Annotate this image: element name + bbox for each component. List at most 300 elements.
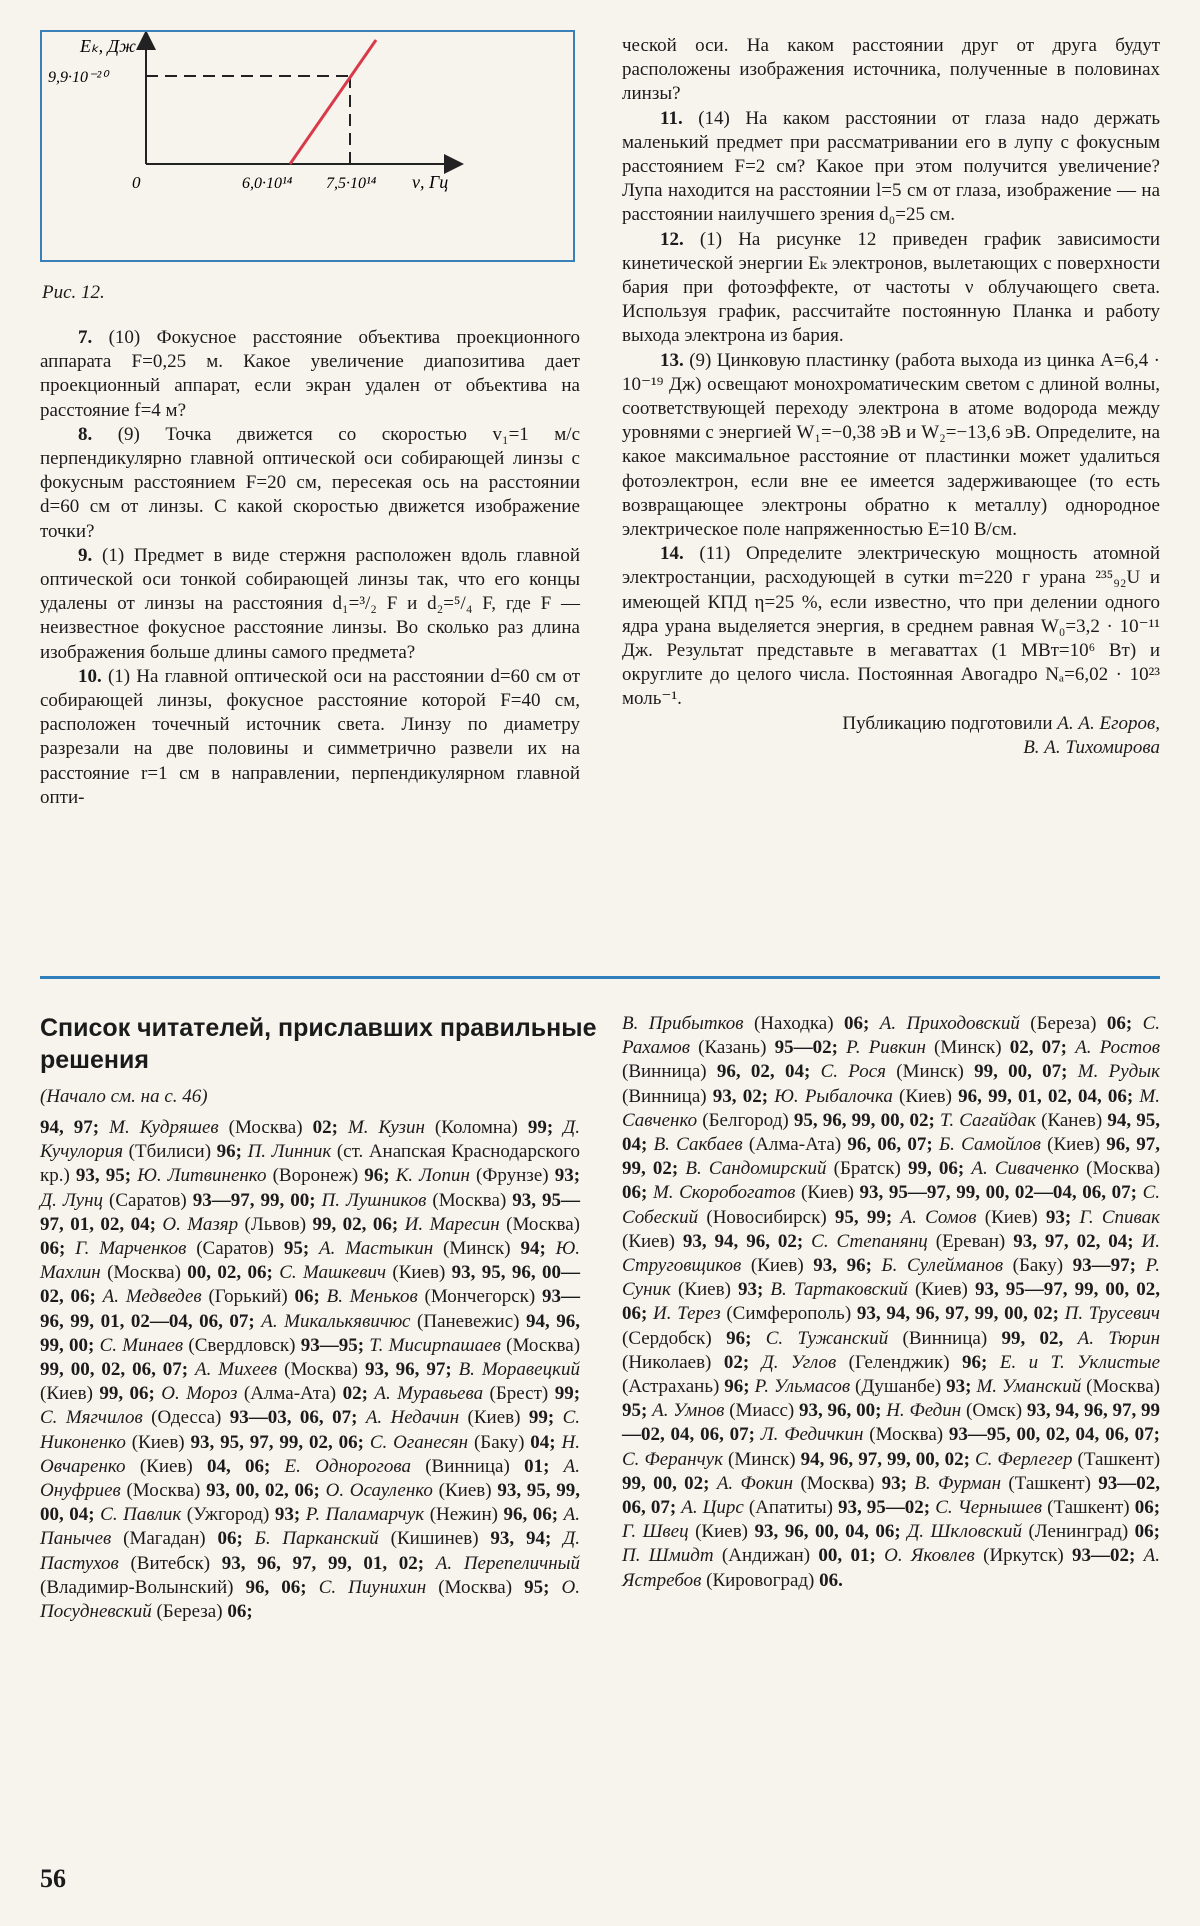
reader-city: (Нежин)	[424, 1504, 504, 1526]
reader-city: (Воронеж)	[266, 1165, 365, 1187]
reader-years: 93, 02;	[712, 1085, 775, 1107]
reader-years: 95;	[283, 1238, 320, 1260]
reader-years: 02, 07;	[1009, 1037, 1076, 1059]
reader-years: 02;	[342, 1383, 375, 1405]
reader-city: (Омск)	[961, 1400, 1027, 1422]
reader-name: С. Мягчилов	[40, 1407, 143, 1429]
reader-years: 96;	[962, 1351, 1000, 1373]
problems-right-column	[622, 34, 1160, 760]
reader-name: С. Оганесян	[369, 1431, 469, 1453]
reader-city: (Москва)	[863, 1424, 949, 1446]
reader-city: (Ташкент)	[1001, 1472, 1099, 1494]
reader-years: 06;	[294, 1286, 327, 1308]
reader-city: (Канев)	[1035, 1109, 1108, 1131]
reader-city: (Винница)	[622, 1061, 717, 1083]
reader-name: С. Павлик	[100, 1504, 182, 1526]
reader-name: Ю. Рыбалочка	[774, 1085, 893, 1107]
reader-city: (Алма-Ата)	[742, 1134, 848, 1156]
reader-city: (Киев)	[907, 1279, 975, 1301]
reader-city: (Баку)	[1003, 1255, 1073, 1277]
reader-city: (Ташкент)	[1042, 1497, 1135, 1519]
reader-years: 06;	[1134, 1497, 1161, 1519]
reader-city: (Николаев)	[622, 1351, 724, 1373]
reader-name: А. Приходовский	[879, 1013, 1020, 1034]
reader-name: А. Михеев	[195, 1359, 278, 1381]
reader-name: Р. Ульмасов	[754, 1376, 851, 1398]
reader-city: (Минск)	[925, 1037, 1010, 1059]
reader-years: 93—02;	[1072, 1545, 1144, 1567]
reader-years: 93, 97, 02, 04;	[1013, 1230, 1142, 1252]
reader-years: 99;	[554, 1383, 581, 1405]
reader-years: 93—02, 06, 07;	[622, 1472, 1161, 1519]
reader-city: (Белгород)	[697, 1109, 794, 1131]
reader-years: 93, 95—97, 99, 00, 02—04, 06, 07;	[859, 1182, 1143, 1204]
reader-city: (Геленджик)	[836, 1351, 963, 1373]
reader-name: Е. Однорогова	[284, 1455, 411, 1477]
reader-name: Ю. Литвиненко	[137, 1165, 267, 1187]
reader-city: (Витебск)	[118, 1552, 222, 1574]
problem-number: 12.	[660, 228, 684, 250]
reader-name: А. Мастыкин	[319, 1238, 434, 1260]
reader-city: (Магадан)	[111, 1528, 218, 1550]
reader-years: 95;	[622, 1400, 653, 1422]
reader-name: О. Яковлев	[884, 1545, 975, 1567]
reader-years: 00, 02, 06;	[187, 1262, 280, 1284]
reader-name: С. Минаев	[99, 1334, 184, 1356]
reader-years: 93, 96, 97, 99, 01, 02;	[221, 1552, 436, 1574]
problem-text: (9) Цинковую пластинку (работа выхода из цинка A=6,4 · 10⁻¹⁹ Дж) освещают монохроматическим светом с длиной волны, соответствующей переходу электрона в атоме водорода между уровнями с энергией W₁=−0,38 эВ и W₂=−13,6 эВ. Определите, на какое максимальное расстояние от пластинки может удалиться фотоэлектрон, если вне ее имеется задерживающее (то есть возвращающее электроны обратно к металлу) однородное электрическое поле напряженностью E=10 В/см.	[622, 349, 1161, 541]
problem-9	[40, 544, 580, 665]
reader-name: А. Недачин	[365, 1407, 460, 1429]
reader-name: А. Микалькявичюс	[261, 1310, 411, 1332]
reader-city: (Киев)	[622, 1230, 683, 1252]
reader-years: 95, 96, 99, 00, 02;	[793, 1109, 940, 1131]
reader-name: Е. и Т. Уклистые	[999, 1351, 1161, 1373]
reader-years: 04;	[530, 1431, 562, 1453]
reader-years: 06.	[819, 1569, 843, 1591]
reader-years: 99, 06;	[99, 1383, 162, 1405]
reader-name: Р. Ривкин	[846, 1037, 926, 1059]
reader-years: 96, 06;	[245, 1576, 319, 1598]
reader-city: (Львов)	[238, 1213, 313, 1235]
reader-years: 93, 95—02;	[837, 1497, 936, 1519]
readers-list-left	[40, 1116, 580, 1624]
readers-list-left-text	[40, 1116, 580, 1624]
reader-city: (Новосибирск)	[698, 1206, 835, 1228]
problems-right-list	[622, 34, 1160, 712]
reader-years: 93—95;	[300, 1334, 370, 1356]
reader-city: (Винница)	[888, 1327, 1002, 1349]
reader-years: 93, 95—97, 99, 00, 02, 06;	[622, 1279, 1161, 1325]
reader-city: (Москва)	[793, 1472, 882, 1494]
x-tick-1-label: 6,0·10¹⁴	[242, 175, 293, 192]
reader-name: П. Линник	[247, 1141, 332, 1163]
reader-city: (Москва)	[500, 1334, 581, 1356]
reader-name: А. Онуфриев	[40, 1455, 580, 1502]
reader-years: 93, 95—97, 01, 02, 04;	[40, 1189, 580, 1235]
reader-years: 06;	[227, 1601, 253, 1623]
reader-city: (Береза)	[1019, 1013, 1107, 1034]
reader-name: И. Маресин	[404, 1213, 500, 1235]
problem-number: 7.	[78, 327, 93, 348]
x-axis-label: ν, Гц	[412, 172, 449, 192]
reader-years: 93—03, 06, 07;	[229, 1407, 366, 1429]
reader-city: (Киев)	[459, 1407, 529, 1429]
reader-years: 93, 95;	[75, 1165, 138, 1187]
reader-years: 93;	[737, 1279, 771, 1301]
reader-name: А. Ростов	[1075, 1037, 1161, 1059]
reader-city: (Владимир-Волынский)	[40, 1576, 246, 1598]
reader-name: С. Рося	[820, 1061, 886, 1083]
reader-years: 93, 95, 96, 00—02, 06;	[40, 1262, 580, 1308]
reader-years: 93, 94;	[490, 1528, 564, 1550]
reader-name: А. Медведев	[102, 1286, 202, 1308]
reader-name: П. Шмидт	[622, 1545, 714, 1567]
reader-city: (Братск)	[826, 1158, 908, 1180]
reader-name: В. Фурман	[914, 1472, 1002, 1494]
reader-years: 93, 95, 97, 99, 02, 06;	[190, 1431, 370, 1453]
readers-list-right	[622, 1012, 1160, 1593]
list-title: Список читателей, приславших правильные решения	[40, 1014, 597, 1074]
reader-city: (Казань)	[689, 1037, 775, 1059]
problems-left-column	[40, 326, 580, 810]
problem-8	[40, 423, 580, 544]
reader-years: 93, 96, 97;	[364, 1359, 459, 1381]
reader-name: С. Пиунихин	[318, 1576, 427, 1598]
reader-years: 01;	[524, 1455, 564, 1477]
reader-city: (Киев)	[40, 1383, 100, 1405]
reader-years: 96, 97, 99, 02;	[622, 1134, 1161, 1180]
reader-name: П. Трусевич	[1064, 1303, 1160, 1325]
problem-text: (1) На главной оптической оси на расстоянии d=60 см от собирающей линзы, фокусное расстояние которой F=40 см, расположен точечный источник света. Линзу по диаметру разрезали на две половины и симметрично развели их на расстояние r=1 см в направлении, перпендикулярном главной опти-	[40, 665, 581, 808]
signature-name-1: А. А. Егоров,	[1057, 712, 1160, 734]
reader-years: 99, 00, 07;	[974, 1061, 1078, 1083]
reader-years: 93;	[1045, 1206, 1080, 1228]
reader-name: Б. Сулейманов	[881, 1255, 1004, 1277]
reader-city: (Москва)	[218, 1117, 313, 1138]
section-divider	[40, 976, 1160, 979]
reader-city: (Саратов)	[186, 1238, 284, 1260]
reader-city: (Коломна)	[424, 1117, 528, 1138]
reader-name: Ю. Махлин	[40, 1238, 581, 1284]
reader-name: С. Машкевич	[279, 1262, 387, 1284]
reader-years: 99, 00, 02, 06, 07;	[40, 1359, 196, 1381]
reader-name: М. Уманский	[976, 1376, 1082, 1398]
problem-10	[40, 665, 580, 810]
reader-years: 06;	[217, 1528, 255, 1550]
reader-years: 94, 96, 97, 99, 00, 02;	[800, 1448, 975, 1470]
reader-years: 06;	[40, 1238, 76, 1260]
reader-city: (Душанбе)	[850, 1376, 947, 1398]
reader-city: (Москва)	[426, 1576, 525, 1598]
reader-city: (Киев)	[125, 1431, 191, 1453]
reader-years: 93;	[274, 1504, 306, 1526]
reader-city: (Андижан)	[713, 1545, 819, 1567]
reader-city: (Баку)	[468, 1431, 531, 1453]
reader-name: И. Струговщиков	[622, 1230, 1161, 1277]
reader-city: (Кировоград)	[701, 1569, 820, 1591]
reader-years: 96;	[364, 1165, 396, 1187]
reader-years: 00, 01;	[818, 1545, 885, 1567]
reader-years: 96;	[216, 1141, 248, 1163]
reader-city: (Ленинград)	[1021, 1521, 1135, 1543]
reader-years: 96;	[724, 1376, 755, 1398]
reader-name: Г. Марченков	[75, 1238, 187, 1260]
figure-caption: Рис. 12.	[42, 282, 105, 303]
problem-number: 10.	[78, 665, 102, 687]
reader-city: (Москва)	[426, 1189, 513, 1211]
reader-city: (Одесса)	[142, 1407, 230, 1429]
reader-name: М. Скоробогатов	[652, 1182, 796, 1204]
x-tick-2-label: 7,5·10¹⁴	[326, 175, 377, 192]
reader-city: (Мончегорск)	[417, 1286, 543, 1308]
reader-years: 93, 94, 96, 97, 99—02, 04, 06, 07;	[622, 1400, 1161, 1446]
reader-name: Р. Суник	[622, 1255, 1161, 1301]
reader-city: (Свердловск)	[183, 1334, 301, 1356]
reader-city: (Киев)	[976, 1206, 1046, 1228]
problem-number: 14.	[660, 543, 684, 565]
problem-number: 9.	[78, 544, 93, 566]
y-tick-label: 9,9·10⁻²⁰	[48, 69, 108, 86]
reader-name: В. Моравецкий	[458, 1359, 580, 1381]
y-axis-label: Eₖ, Дж	[80, 36, 136, 56]
reader-name: А. Тюрин	[1077, 1327, 1161, 1349]
problem-text: (14) На каком расстоянии от глаза надо держать маленький предмет при рассматривании его в лупу с фокусным расстоянием F=2 см? Какое при этом получится увеличение? Лупа находится на расстоянии l=5 см от глаза, изображение — на расстоянии наилучшего зрения d₀=25 см.	[622, 107, 1160, 226]
reader-city: (Москва)	[277, 1359, 365, 1381]
reader-name: М. Кудряшев	[109, 1117, 219, 1138]
reader-city: (Кишинев)	[378, 1528, 491, 1550]
reader-years: 94, 97;	[40, 1117, 110, 1138]
reader-city: (Ужгород)	[181, 1504, 275, 1526]
reader-city: (Москва)	[1081, 1376, 1161, 1398]
reader-years: 06;	[622, 1182, 653, 1204]
reader-name: С. Никоненко	[40, 1407, 581, 1453]
reader-city: (ст. Анапская Краснодарского кр.)	[40, 1141, 581, 1187]
problem-14	[622, 542, 1160, 711]
reader-years: 94;	[520, 1238, 556, 1260]
reader-name: К. Лопин	[395, 1165, 470, 1187]
problem-text: (9) Точка движется со скоростью v₁=1 м/с перпендикулярно главной оптической оси собирающей линзы с фокусным расстоянием F=20 см, пересекая ось на расстоянии d=60 см от линзы. С какой скоростью движется изображение точки?	[40, 423, 580, 542]
reader-years: 99, 02,	[1001, 1327, 1078, 1349]
reader-city: (Брест)	[483, 1383, 555, 1405]
reader-name: Н. Овчаренко	[40, 1431, 580, 1477]
reader-city: (Симферополь)	[720, 1303, 857, 1325]
reader-city: (Москва)	[100, 1262, 188, 1284]
reader-name: Н. Федин	[886, 1400, 962, 1422]
figure-12	[40, 30, 575, 262]
reader-years: 95;	[524, 1576, 562, 1598]
reader-years: 93, 95, 99, 00, 04;	[40, 1480, 581, 1526]
reader-years: 93, 94, 96, 02;	[682, 1230, 812, 1252]
reader-name: А. Сомов	[900, 1206, 977, 1228]
reader-name: О. Мазяр	[162, 1213, 239, 1235]
reader-name: В. Тартаковский	[770, 1279, 908, 1301]
energy-frequency-graph	[42, 32, 573, 260]
reader-city: (Винница)	[622, 1085, 713, 1107]
problem-number: 11.	[660, 107, 683, 129]
reader-years: 93—95, 00, 02, 04, 06, 07;	[948, 1424, 1160, 1446]
reader-name: П. Лушников	[321, 1189, 427, 1211]
problem-11	[622, 107, 1160, 228]
reader-years: 02;	[312, 1117, 348, 1138]
reader-years: 06;	[843, 1013, 880, 1034]
reader-city: (Киев)	[1040, 1134, 1107, 1156]
reader-name: Л. Федичкин	[760, 1424, 864, 1446]
reader-years: 02;	[723, 1351, 762, 1373]
reader-name: С. Чернышев	[935, 1497, 1043, 1519]
reader-years: 93, 96, 00, 04, 06;	[754, 1521, 908, 1543]
reader-years: 99, 02, 06;	[312, 1213, 405, 1235]
reader-years: 06;	[1106, 1013, 1143, 1034]
reader-years: 99, 06;	[907, 1158, 972, 1180]
reader-name: В. Сакбаев	[653, 1134, 743, 1156]
reader-city: (Киев)	[125, 1455, 207, 1477]
problem-text: ческой оси. На каком расстоянии друг от друга будут расположены изображения источника, полученные в половинах линзы?	[622, 35, 1160, 105]
reader-name: О. Мороз	[161, 1383, 238, 1405]
reader-years: 99;	[528, 1407, 563, 1429]
reader-name: М. Рудык	[1077, 1061, 1161, 1083]
reader-years: 95, 99;	[834, 1206, 901, 1228]
reader-city: (Паневежис)	[410, 1310, 526, 1332]
reader-city: (Киев)	[432, 1480, 498, 1502]
reader-years: 93;	[946, 1376, 977, 1398]
reader-years: 93, 96;	[813, 1255, 882, 1277]
reader-name: А. Фокин	[716, 1472, 794, 1494]
reader-name: Т. Мисирпашаев	[369, 1334, 501, 1356]
reader-years: 99, 00, 02;	[622, 1472, 717, 1494]
reader-name: Т. Сагайдак	[939, 1109, 1036, 1131]
reader-city: (Ташкент)	[1072, 1448, 1161, 1470]
reader-years: 96, 06, 07;	[847, 1134, 939, 1156]
reader-years: 94, 95, 04;	[622, 1109, 1161, 1156]
reader-name: Р. Паламарчук	[305, 1504, 425, 1526]
reader-city: (Апатиты)	[743, 1497, 838, 1519]
signature	[622, 712, 1160, 736]
reader-years: 96;	[726, 1327, 766, 1349]
problem-12	[622, 228, 1160, 349]
problem-number: 13.	[660, 349, 684, 371]
page-number: 56	[40, 1864, 66, 1893]
reader-name: С. Рахамов	[622, 1013, 1160, 1059]
reader-city: (Фрунзе)	[469, 1165, 555, 1187]
reader-years: 93—97, 99, 00;	[192, 1189, 322, 1211]
reader-city: (Киев)	[892, 1085, 959, 1107]
reader-city: (Минск)	[723, 1448, 801, 1470]
reader-name: В. Меньков	[326, 1286, 418, 1308]
reader-city: (Сердобск)	[622, 1327, 727, 1349]
reader-city: (Саратов)	[103, 1189, 193, 1211]
reader-name: Д. Шкловский	[907, 1521, 1022, 1543]
reader-years: 96, 02, 04;	[716, 1061, 821, 1083]
reader-name: С. Тужанский	[765, 1327, 889, 1349]
problem-7	[40, 326, 580, 423]
reader-city: (Иркутск)	[974, 1545, 1072, 1567]
reader-city: (Астрахань)	[622, 1376, 725, 1398]
reader-city: (Ереван)	[927, 1230, 1014, 1252]
reader-years: 93, 00, 02, 06;	[206, 1480, 326, 1502]
reader-city: (Находка)	[743, 1013, 844, 1034]
reader-years: 93;	[881, 1472, 915, 1494]
reader-years: 93, 94, 96, 97, 99, 00, 02;	[856, 1303, 1065, 1325]
reader-name: Г. Швец	[622, 1521, 689, 1543]
reader-name: А. Перепеличный	[435, 1552, 581, 1574]
reader-name: О. Посудневский	[40, 1576, 581, 1623]
reader-name: Д. Углов	[761, 1351, 837, 1373]
problem-text: (1) Предмет в виде стержня расположен вдоль главной оптической оси тонкой собирающей линзы так, что его концы удалены от линзы на расстояния d₁=³/₂ F и d₂=⁵/₄ F, где F — неизвестное фокусное расстояние линзы. Во сколько раз длина изображения больше длины самого предмета?	[40, 544, 581, 663]
reader-years: 93, 96, 00;	[799, 1400, 887, 1422]
reader-city: (Горький)	[201, 1286, 295, 1308]
reader-name: В. Прибытков	[622, 1013, 744, 1034]
signature-name-2: В. А. Тихомирова	[1023, 736, 1160, 758]
reader-name: Д. Лунц	[40, 1189, 104, 1211]
reader-name: С. Ферлегер	[974, 1448, 1073, 1470]
reader-name: В. Сандомирский	[685, 1158, 827, 1180]
reader-years: 96, 06;	[503, 1504, 564, 1526]
problem-text: (1) На рисунке 12 приведен график зависимости кинетической энергии Eₖ электронов, вылетающих с поверхности бария при фотоэффекте, от частоты ν облучающего света. Используя график, рассчитайте постоянную Планка и работу выхода электрона из бария.	[622, 228, 1160, 347]
energy-line	[290, 40, 376, 164]
problem-text: (10) Фокусное расстояние объектива проекционного аппарата F=0,25 м. Какое увеличение диапозитива дает проекционный аппарат, если экран удален от объектива на расстояние f=4 м?	[40, 327, 581, 421]
reader-years: 99;	[527, 1117, 564, 1138]
reader-name: А. Умнов	[652, 1400, 725, 1422]
reader-city: (Минск)	[885, 1061, 975, 1083]
reader-name: А. Сиваченко	[971, 1158, 1080, 1180]
reader-city: (Киев)	[386, 1262, 452, 1284]
reader-name: А. Муравьева	[374, 1383, 484, 1405]
reader-years: 96, 99, 01, 02, 04, 06;	[958, 1085, 1140, 1107]
reader-name: Д. Пастухов	[40, 1528, 580, 1574]
reader-city: (Москва)	[499, 1213, 580, 1235]
reader-years: 93—97;	[1072, 1255, 1146, 1277]
reader-name: Б. Самойлов	[938, 1134, 1041, 1156]
reader-years: 94, 96, 99, 00;	[40, 1310, 581, 1356]
reader-years: 93—96, 99, 01, 02—04, 06, 07;	[40, 1286, 581, 1332]
reader-name: И. Терез	[653, 1303, 721, 1325]
reader-name: С. Степанянц	[811, 1230, 928, 1252]
reader-name: А. Ястребов	[622, 1545, 1161, 1591]
reader-name: Б. Парканский	[254, 1528, 379, 1550]
problem-continued	[622, 34, 1160, 107]
readers-list-right-text	[622, 1012, 1160, 1593]
reader-years: 06;	[1134, 1521, 1160, 1543]
reader-city: (Миасс)	[724, 1400, 799, 1422]
reader-name: А. Панычев	[40, 1504, 581, 1550]
signature-prefix: Публикацию подготовили	[842, 712, 1053, 734]
reader-city: (Киев)	[688, 1521, 755, 1543]
problem-text: (11) Определите электрическую мощность атомной электростанции, расходующей в сутки m=220 г урана ²³⁵₉₂U и имеющей КПД η=25 %, если известно, что при делении одного ядра урана выделяется энергия, в среднем равная W₀=3,2 · 10⁻¹¹ Дж. Результат представьте в мегаваттах (1 МВт=10⁶ Вт) и округлите до целого числа. Постоянная Авогадро Nₐ=6,02 · 10²³ моль⁻¹.	[622, 543, 1161, 710]
reader-name: Г. Спивак	[1079, 1206, 1161, 1228]
reader-city: (Алма-Ата)	[237, 1383, 343, 1405]
problem-number: 8.	[78, 423, 93, 445]
reader-years: 95—02;	[774, 1037, 847, 1059]
reader-name: О. Осауленко	[325, 1480, 433, 1502]
reader-name: С. Собеский	[622, 1182, 1161, 1228]
reader-name: Д. Кучулория	[40, 1117, 581, 1163]
reader-years: 04, 06;	[206, 1455, 285, 1477]
reader-name: С. Феранчук	[622, 1448, 723, 1470]
reader-city: (Минск)	[433, 1238, 521, 1260]
problem-13	[622, 349, 1160, 543]
reader-city: (Винница)	[410, 1455, 525, 1477]
signature-line-2	[622, 736, 1160, 760]
reader-city: (Киев)	[741, 1255, 814, 1277]
reader-city: (Тбилиси)	[123, 1141, 217, 1163]
reader-years: 93;	[554, 1165, 581, 1187]
reader-name: А. Цирс	[681, 1497, 744, 1519]
reader-city: (Москва)	[120, 1480, 207, 1502]
reader-city: (Москва)	[1079, 1158, 1161, 1180]
reader-city: (Киев)	[670, 1279, 738, 1301]
reader-name: М. Савченко	[622, 1085, 1160, 1131]
